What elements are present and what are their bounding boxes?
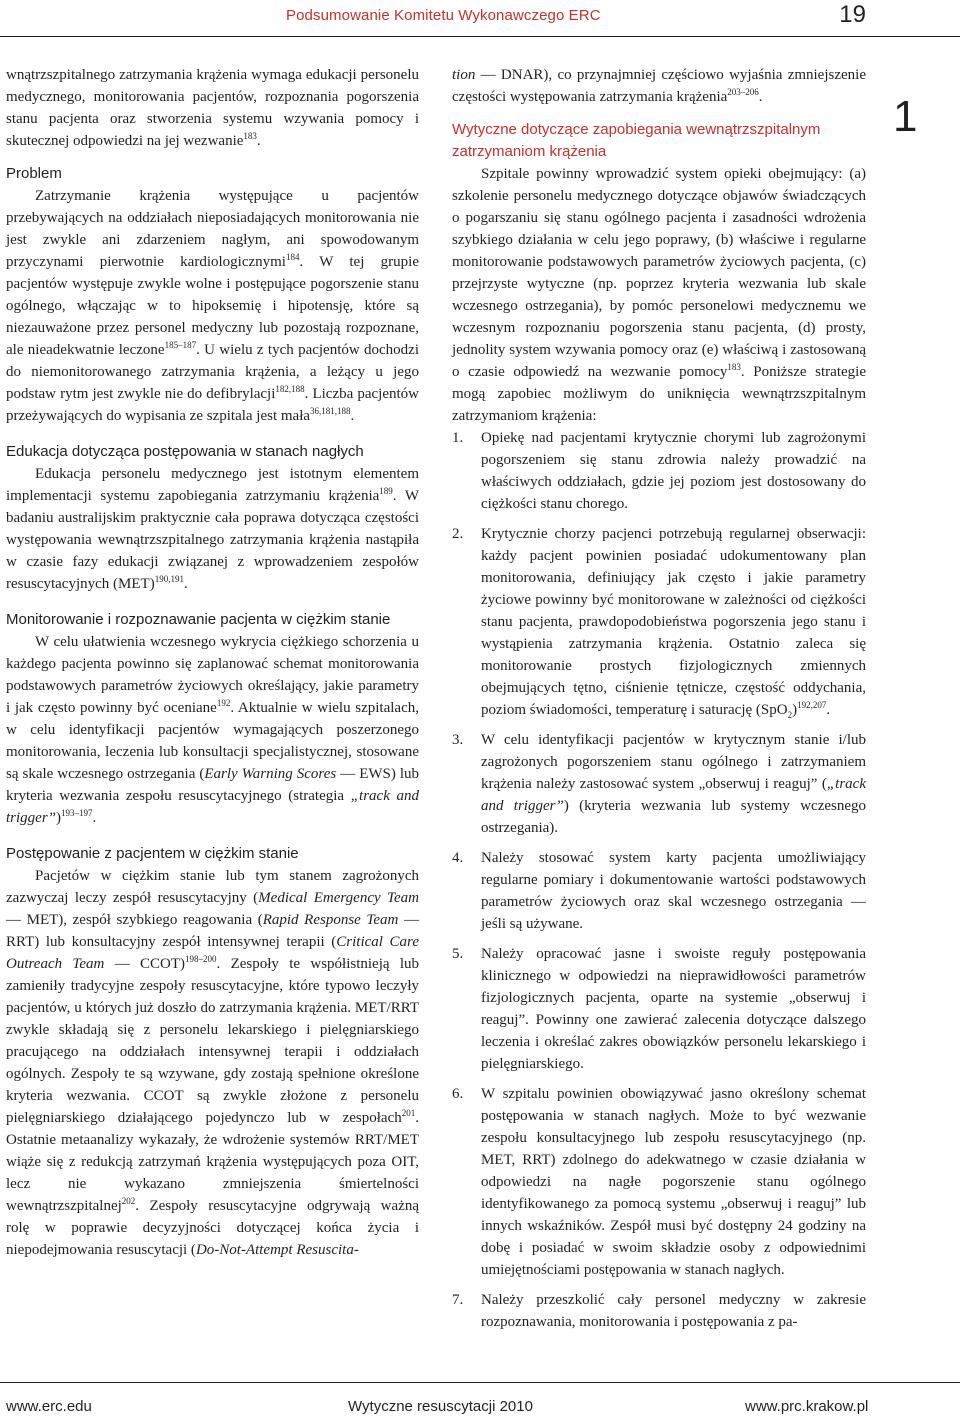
intro-end: . [256, 133, 261, 149]
item-number: 5. [452, 946, 464, 962]
list-item [452, 1289, 866, 1333]
citation: 192,207 [797, 700, 827, 710]
section-heading-monitoring: Monitorowanie i rozpoznawanie pacjenta w ciężkim stanie [6, 611, 391, 628]
section-heading-problem: Problem [6, 165, 62, 182]
text: . Liczba pacjentów przeżywających do wypisania ze szpitala jest mała [6, 386, 419, 424]
section-heading-guidelines: Wytyczne dotyczące zapobiegania wewnątrzszpitalnym zatrzymaniom krążenia [452, 121, 821, 160]
list-item [452, 1083, 866, 1281]
item-text: . [826, 702, 831, 718]
italic-term: Early Warning Scores [204, 766, 337, 782]
text: . [183, 576, 188, 592]
text: ) [56, 810, 62, 826]
section-heading-management: Postępowanie z pacjentem w ciężkim stanie [6, 845, 299, 862]
intro-text: wnątrzszpitalnego zatrzymania krążenia wymaga edukacji personelu medycznego, monitorowania pacjentów, rozpoznania pogorszenia stanu pacjenta oraz stworzenia systemu wzywania pomocy i skutecznej odpowiedzi na jej wezwanie [6, 67, 419, 149]
page-header [0, 0, 960, 38]
text: . U wielu z tych pacjentów dochodzi do niemonitorowanego zatrzymania krążenia, a leżący u jego podstaw rytm jest zwykle nie do defibrylacji [6, 342, 420, 402]
text: Pacjetów w ciężkim stanie lub tym stanem zagrożonych zazwyczaj leczy zespół resuscytacyjny ( [6, 868, 419, 906]
text: Edukacja personelu medycznego jest istotnym elementem implementacji systemu zapobiegania zatrzymaniu krążenia [6, 466, 419, 504]
text: — DNAR), co przynajmniej częściowo wyjaśnia zmniejszenie częstości występowania zatrzymania krążenia [452, 67, 866, 105]
item-number: 1. [452, 430, 464, 446]
text: . [758, 89, 763, 105]
monitoring-paragraph [6, 631, 419, 829]
item-text: Należy przeszkolić cały personel medyczny w zakresie rozpoznawania, monitorowania i postępowania z pa- [481, 1292, 866, 1330]
citation: 192 [216, 698, 231, 708]
list-item [452, 427, 866, 515]
subscript: 2 [787, 710, 793, 720]
citation: 190,191 [154, 574, 184, 584]
item-text: Opiekę nad pacjentami krytycznie chorymi lub zagrożonymi pogorszeniem się stanu zdrowia należy prowadzić na właściwych oddziałach, gdzie jej poziom jest dostosowany do ciężkości stanu chorego. [481, 430, 866, 512]
italic-term: Rapid Response Team [262, 912, 399, 928]
citation: 183 [243, 131, 257, 141]
italic-term: tion [452, 67, 476, 83]
guidelines-list [452, 427, 866, 1333]
italic-term: „track and trigger” [481, 776, 866, 814]
footer-title: Wytyczne resuscytacji 2010 [348, 1398, 533, 1415]
item-text: ) (kryteria wezwania lub systemy wczesnego ostrzegania). [481, 798, 867, 836]
text: . Aktualnie w wielu szpitalach, w celu identyfikacji pacjentów wymagających poszerzonego monitorowania, leczenia lub konsultacji specjalistycznej, stosowane są skale wczesnego ostrzegania ( [6, 700, 419, 782]
chapter-number: 1 [893, 92, 918, 141]
text: Zatrzymanie krążenia występujące u pacjentów przebywających na oddziałach nieposiadających monitorowania nie jest zwykle ani zdarzeniem nagłym, ani spowodowanym przyczynami pierwotnie kardiologicznymi [6, 188, 419, 270]
running-title: Podsumowanie Komitetu Wykonawczego ERC [286, 7, 601, 24]
citation: 183 [727, 362, 741, 372]
citation: 189 [379, 486, 393, 496]
left-column [6, 64, 419, 1261]
header-rule [0, 36, 960, 37]
text: . Ostatnie metaanalizy wykazały, że wdrożenie systemów RRT/MET wiąże się z redukcją zatrzymań krążenia występujących poza OIT, lecz nie wykazano zmniejszenia śmiertelności wewnątrzszpitalnej [6, 1110, 419, 1214]
right-column [452, 64, 866, 1333]
text: — CCOT) [104, 956, 186, 972]
list-item [452, 943, 866, 1075]
citation: 201 [401, 1108, 416, 1118]
citation: 198–200 [185, 954, 217, 964]
continued-paragraph [452, 64, 866, 108]
footer-link-prc: www.prc.krakow.pl [745, 1398, 869, 1415]
problem-paragraph [6, 185, 419, 427]
item-text: ) [792, 702, 798, 718]
item-number: 3. [452, 732, 464, 748]
item-number: 6. [452, 1086, 464, 1102]
italic-term: Critical Care Outreach Team [6, 934, 419, 972]
management-paragraph [6, 865, 419, 1261]
item-number: 2. [452, 526, 464, 542]
footer-rule [0, 1382, 960, 1383]
citation: 184 [285, 252, 300, 262]
citation: 193–197 [61, 808, 93, 818]
text: . W badaniu australijskim praktycznie cała poprawa dotycząca częstości występowania wewnątrzszpitalnego zatrzymania krążenia nastąpiła w czasie fazy edukacji związanej z wprowadzeniem zespołów resuscytacyjnych (MET) [6, 488, 419, 592]
intro-paragraph [6, 64, 419, 152]
text: — EWS) lub kryteria wezwania zespołu resuscytacyjnego (strategia [6, 766, 419, 804]
item-number: 7. [452, 1292, 464, 1308]
text: . Poniższe strategie mogą zapobiec możliwym do uniknięcia wewnątrzszpitalnym zatrzymaniom krążenia: [452, 364, 866, 424]
text: Szpitale powinny wprowadzić system opieki obejmujący: (a) szkolenie personelu medycznego dotyczące objawów świadczących o pogarszaniu się stanu ogólnego pacjenta i zasadności wdrożenia szybkiego działania w celu jego poprawy, (b) właściwe i regularne monitorowanie podstawowych parametrów życiowych pacjenta, (c) przejrzyste wytyczne (np. poprzez kryteria wezwania lub skale wczesnego ostrzegania), by pomóc personelowi medycznemu we wczesnym rozpoznaniu pogorszenia stanu pacjenta, (d) prosty, jednolity system wzywania pomocy oraz (e) właściwą i zastosowaną o czasie odpowiedź na wezwanie pomocy [452, 166, 866, 380]
item-text: Należy stosować system karty pacjenta umożliwiający regularne pomiary i dokumentowanie wartości podstawowych parametrów życiowych oraz skal wczesnego ostrzegania — jeśli są używane. [481, 850, 866, 932]
guidelines-paragraph [452, 163, 866, 427]
item-text: W celu identyfikacji pacjentów w krytycznym stanie i/lub zagrożonych pogorszeniem stanu ogólnego i zatrzymaniem krążenia należy zastosować system „obserwuj i reaguj” ( [481, 732, 866, 792]
page-footer [0, 1382, 960, 1426]
text: . Zespoły te współistnieją lub zamieniły tradycyjne zespoły resuscytacyjne, które typowo leczyły pacjentów, u których już doszło do zatrzymania krążenia. MET/RRT zwykle składają się z personelu lekarskiego i pielęgniarskiego pracującego na oddziałach intensywnej terapii i oddziałach ogólnych. Zespoły te są wzywane, gdy zostają spełnione określone kryteria wezwania. CCOT są zwykle złożone z personelu pielęgniarskiego działającego pojedynczo lub w zespołach [6, 956, 420, 1126]
text: — MET), zespół szybkiego reagowania ( [6, 912, 263, 928]
text: . [350, 408, 355, 424]
education-paragraph [6, 463, 419, 595]
item-text: Krytycznie chorzy pacjenci potrzebują regularnej obserwacji: każdy pacjent powinien posiadać udokumentowany plan monitorowania, definiujący jak często i jakie parametry życiowe powinny być monitorowane w zależności od ciężkości stanu pacjenta, prawdopodobieństwa pogorszenia jego stanu i wystąpienia zatrzymania krążenia. Ostatnio zaleca się monitorowanie prostych fizjologicznych zmiennych obejmujących tętno, ciśnienie tętnicze, częstość oddychania, poziom świadomości, temperaturę i saturację (SpO [481, 526, 866, 718]
item-text: W szpitalu powinien obowiązywać jasno określony schemat postępowania w stanach nagłych. Może to być wezwanie zespołu konsultacyjnego lub zespołu resuscytacyjnego (np. MET, RRT) zdolnego do adekwatnego w czasie działania w odpowiedzi na nagłe pogorszenie stanu ogólnego identyfikowanego za pomocą systemu „obserwuj i reaguj” lub innych wskaźników. Zespół musi być dostępny 24 godziny na dobę i posiadać w swoim składzie osoby z odpowiednimi umiejętnościami postępowania w stanach nagłych. [481, 1086, 866, 1278]
item-text: Należy opracować jasne i swoiste reguły postępowania klinicznego w odpowiedzi na nieprawidłowości parametrów fizjologicznych pacjenta, oparte na systemie „obserwuj i reaguj”. Powinny one zawierać zalecenia dotyczące dalszego leczenia i określać zakres obowiązków personelu lekarskiego i pielęgniarskiego. [481, 946, 866, 1072]
text: . Zespoły resuscytacyjne odgrywają ważną rolę w poprawie decyzyjności dotyczącej końca życia i niepodejmowania resuscytacji ( [6, 1198, 419, 1258]
italic-term: Do-Not-Attempt Resuscita- [195, 1242, 359, 1258]
citation: 182,188 [275, 384, 305, 394]
citation: 203–206 [727, 87, 759, 97]
list-item [452, 729, 866, 839]
citation: 202 [121, 1196, 136, 1206]
text: W celu ułatwienia wczesnego wykrycia ciężkiego schorzenia u każdego pacjenta powinno się zaplanować schemat monitorowania podstawowych parametrów życiowych określający, jakie parametry i jak często powinny być oceniane [6, 634, 419, 716]
text: — RRT) lub konsultacyjny zespół intensywnej terapii ( [6, 912, 419, 950]
list-item [452, 847, 866, 935]
italic-term: „track and trigger” [6, 788, 419, 826]
citation: 36,181,188 [310, 406, 351, 416]
italic-term: Medical Emergency Team [258, 890, 419, 906]
citation: 185–187 [164, 340, 197, 350]
page-number: 19 [839, 1, 866, 28]
section-heading-education: Edukacja dotycząca postępowania w stanach nagłych [6, 443, 364, 460]
item-number: 4. [452, 850, 464, 866]
footer-link-erc: www.erc.edu [6, 1398, 92, 1415]
list-item [452, 523, 866, 721]
text: . W tej grupie pacjentów występuje zwykle wolne i postępujące pogorszenie stanu ogólnego, włączając w to hipoksemię i hipotensję, które są niezauważone przez personel medyczny lub pozostają rozpoznane, ale nieadekwatnie leczone [6, 254, 419, 358]
text: . [92, 810, 97, 826]
